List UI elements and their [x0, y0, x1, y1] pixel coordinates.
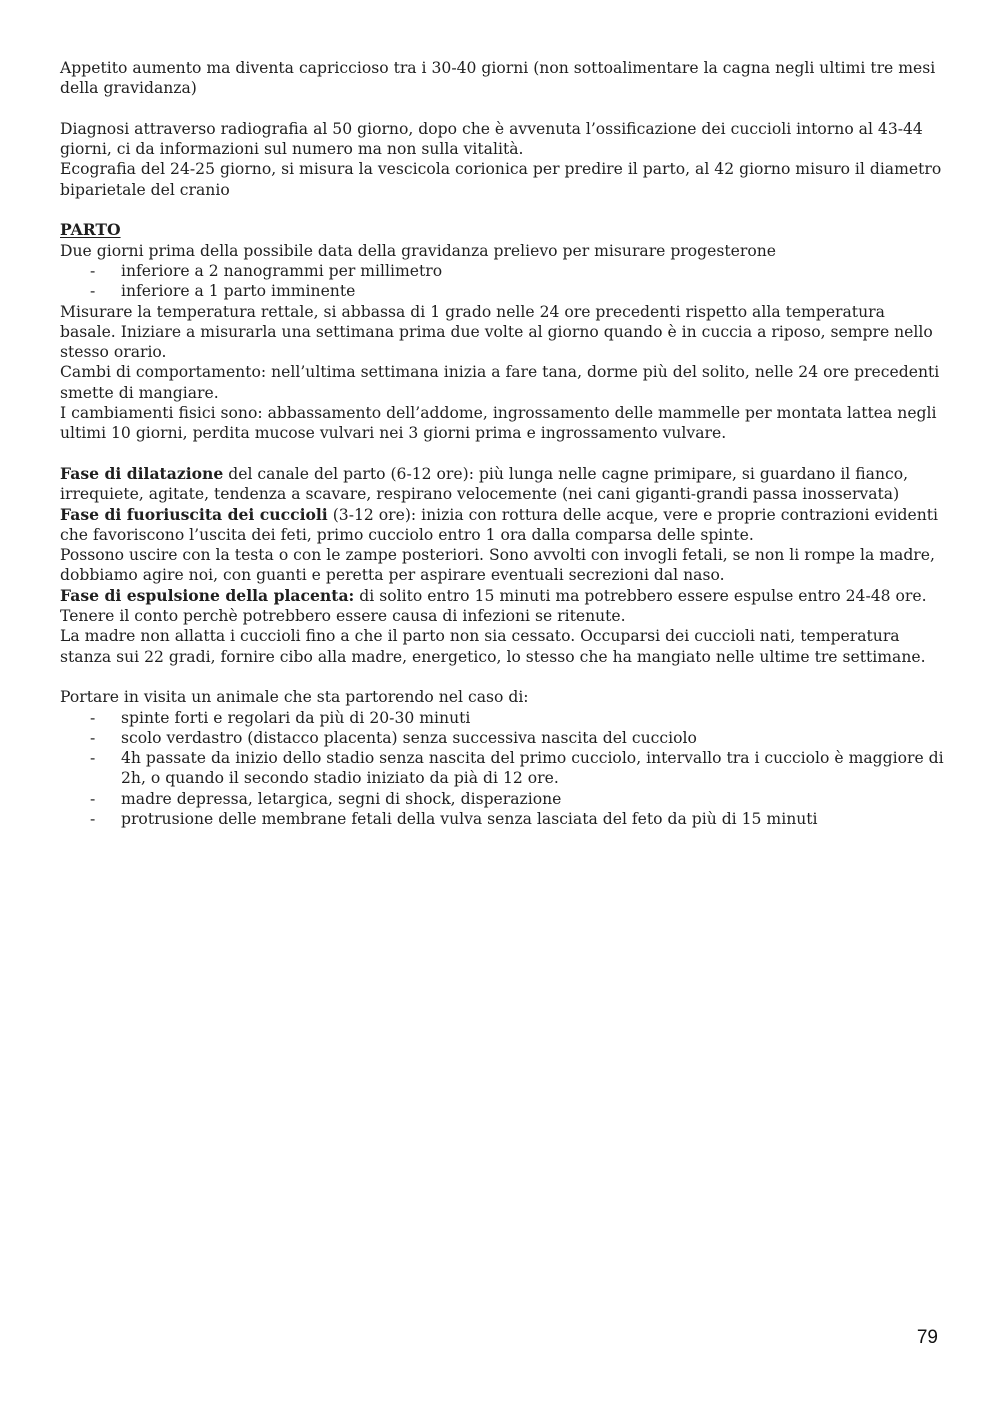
dash-bullet: - — [90, 282, 96, 301]
dash-bullet: - — [90, 728, 96, 747]
progesterone-list — [60, 261, 945, 302]
list-item — [60, 281, 945, 301]
list-item-text: protrusione delle membrane fetali della vulva senza lasciata del feto da più di 15 minuti — [121, 809, 818, 828]
placenta-phase-paragraph — [60, 586, 945, 627]
visit-intro: Portare in visita un animale che sta partorendo nel caso di: — [60, 688, 529, 707]
list-item — [60, 728, 945, 748]
dash-bullet: - — [90, 749, 96, 768]
dilatation-phase-text: del canale del parto (6-12 ore): più lunga nelle cagne primipare, si guardano il fianco, irrequiete, agitate, tendenza a scavare, respirano velocemente (nei cani giganti-grandi passa inosservata) — [60, 464, 909, 504]
dilatation-phase-paragraph — [60, 464, 945, 505]
list-item-text: scolo verdastro (distacco placenta) senza successiva nascita del cucciolo — [121, 728, 697, 747]
dash-bullet: - — [90, 809, 96, 828]
placenta-phase-label: Fase di espulsione della placenta: — [60, 585, 355, 605]
temperature-paragraph: Misurare la temperatura rettale, si abbassa di 1 grado nelle 24 ore precedenti rispetto alla temperatura basale. Iniziare a misurarla una settimana prima due volte al giorno quando è in cuccia a riposo, sempre nello stesso orario. — [60, 302, 933, 362]
care-paragraph: La madre non allatta i cuccioli fino a che il parto non sia cessato. Occuparsi dei cuccioli nati, temperatura stanza sui 22 gradi, fornire cibo alla madre, energetico, lo stesso che ha mangiato nelle ultime tre settimane. — [60, 627, 926, 666]
appetite-paragraph: Appetito aumento ma diventa capriccioso tra i 30-40 giorni (non sottoalimentare la cagna negli ultimi tre mesi della gravidanza) — [60, 59, 936, 98]
list-item-text: 4h passate da inizio dello stadio senza nascita del primo cucciolo, intervallo tra i cucciolo è maggiore di 2h, o quando il secondo stadio iniziato da pià di 12 ore. — [121, 749, 944, 788]
dash-bullet: - — [90, 261, 96, 280]
physical-changes-paragraph: I cambiamenti fisici sono: abbassamento dell’addome, ingrossamento delle mammelle per montata lattea negli ultimi 10 giorni, perdita mucose vulvari nei 3 giorni prima e ingrossamento vulvare. — [60, 404, 937, 443]
list-item — [60, 261, 945, 281]
expulsion-phase-paragraph — [60, 505, 945, 546]
expulsion-phase-text: (3-12 ore): inizia con rottura delle acque, vere e proprie contrazioni evidenti che favoriscono l’uscita dei feti, primo cucciolo entro 1 ora dalla comparsa delle spinte. — [60, 505, 939, 544]
dash-bullet: - — [90, 708, 96, 727]
dilatation-phase-label: Fase di dilatazione — [60, 463, 224, 483]
list-item-text: madre depressa, letargica, segni di shock, disperazione — [121, 789, 562, 808]
page-content — [60, 58, 945, 829]
list-item-text: inferiore a 1 parto imminente — [121, 282, 356, 301]
visit-criteria-list — [60, 708, 945, 830]
list-item — [60, 708, 945, 728]
progesterone-intro: Due giorni prima della possibile data della gravidanza prelievo per misurare progesterone — [60, 241, 776, 260]
list-item — [60, 809, 945, 829]
ultrasound-paragraph: Ecografia del 24-25 giorno, si misura la vescicola corionica per predire il parto, al 42 giorno misuro il diametro biparietale del cranio — [60, 160, 942, 199]
list-item — [60, 748, 945, 789]
dash-bullet: - — [90, 789, 96, 808]
section-heading: PARTO — [60, 220, 121, 240]
list-item-text: spinte forti e regolari da più di 20-30 minuti — [121, 708, 471, 727]
placenta-phase-text: di solito entro 15 minuti ma potrebbero essere espulse entro 24-48 ore. Tenere il conto perchè potrebbero essere causa di infezioni se ritenute. — [60, 586, 927, 626]
list-item-text: inferiore a 2 nanogrammi per millimetro — [121, 261, 443, 280]
posture-paragraph: Possono uscire con la testa o con le zampe posteriori. Sono avvolti con invogli fetali, se non li rompe la madre, dobbiamo agire noi, con guanti e peretta per aspirare eventuali secrezioni dal naso. — [60, 546, 935, 585]
expulsion-phase-label: Fase di fuoriuscita dei cuccioli — [60, 504, 328, 524]
behaviour-paragraph: Cambi di comportamento: nell’ultima settimana inizia a fare tana, dorme più del solito, nelle 24 ore precedenti smette di mangiare. — [60, 363, 940, 402]
radiography-paragraph: Diagnosi attraverso radiografia al 50 giorno, dopo che è avvenuta l’ossificazione dei cuccioli intorno al 43-44 giorni, ci da informazioni sul numero ma non sulla vitalità. — [60, 119, 923, 159]
page-number: 79 — [916, 1327, 938, 1348]
list-item — [60, 789, 945, 809]
